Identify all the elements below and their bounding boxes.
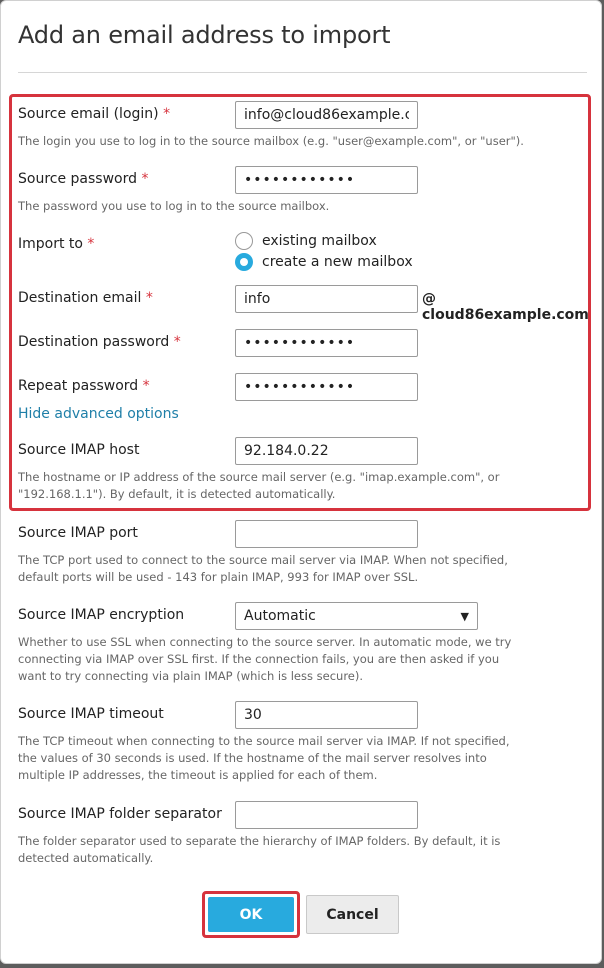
imap-port-label: Source IMAP port	[18, 525, 138, 541]
source-password-input[interactable]	[235, 166, 418, 194]
import-to-label: Import to *	[18, 236, 95, 252]
destination-password-label: Destination password *	[18, 334, 181, 350]
source-email-hint: The login you use to log in to the source mailbox (e.g. "user@example.com", or "user").	[18, 134, 524, 148]
imap-folder-separator-hint: The folder separator used to separate the hierarchy of IMAP folders. By default, it is detected automatically.	[18, 834, 501, 865]
imap-timeout-label: Source IMAP timeout	[18, 706, 164, 722]
radio-new-label: create a new mailbox	[262, 254, 413, 270]
cancel-button[interactable]: Cancel	[306, 895, 399, 934]
radio-existing-label: existing mailbox	[262, 233, 377, 249]
imap-host-label: Source IMAP host	[18, 442, 140, 458]
imap-timeout-input[interactable]	[235, 701, 418, 729]
source-password-hint: The password you use to log in to the source mailbox.	[18, 199, 330, 213]
imap-folder-separator-label: Source IMAP folder separator	[18, 806, 222, 822]
source-email-input[interactable]	[235, 101, 418, 129]
imap-encryption-select[interactable]	[235, 602, 478, 630]
radio-unchecked-icon[interactable]	[235, 232, 253, 250]
domain-suffix: @ cloud86example.com	[422, 291, 589, 323]
imap-encryption-value: Automatic	[244, 608, 316, 624]
source-email-label: Source email (login) *	[18, 106, 171, 122]
destination-email-label: Destination email *	[18, 290, 153, 306]
radio-checked-icon[interactable]	[235, 253, 253, 271]
title-divider	[18, 72, 587, 73]
imap-host-hint: The hostname or IP address of the source mail server (e.g. "imap.example.com", or "192.168.1.1"). By default, it is detected automatically.	[18, 470, 500, 501]
destination-email-input[interactable]	[235, 285, 418, 313]
hide-advanced-link[interactable]: Hide advanced options	[18, 406, 179, 422]
imap-timeout-hint: The TCP timeout when connecting to the source mail server via IMAP. If not specified, the values of 30 seconds is used. If the hostname of the mail server resolves into multiple IP addresses, the timeout is applied for each of them.	[18, 734, 510, 782]
imap-folder-separator-input[interactable]	[235, 801, 418, 829]
imap-encryption-hint: Whether to use SSL when connecting to the source server. In automatic mode, we try connecting via IMAP over SSL first. If the connection fails, you are then asked if you want to try connecting via plain IMAP (which is less secure).	[18, 635, 512, 683]
ok-button[interactable]: OK	[208, 897, 294, 932]
repeat-password-input[interactable]	[235, 373, 418, 401]
imap-port-hint: The TCP port used to connect to the source mail server via IMAP. When not specified, default ports will be used - 143 for plain IMAP, 993 for IMAP over SSL.	[18, 553, 508, 584]
dialog-title: Add an email address to import	[18, 21, 391, 49]
radio-existing-mailbox[interactable]	[235, 232, 377, 250]
repeat-password-label: Repeat password *	[18, 378, 150, 394]
destination-password-input[interactable]	[235, 329, 418, 357]
imap-host-input[interactable]	[235, 437, 418, 465]
imap-port-input[interactable]	[235, 520, 418, 548]
radio-new-mailbox[interactable]	[235, 253, 413, 271]
source-password-label: Source password *	[18, 171, 149, 187]
imap-encryption-label: Source IMAP encryption	[18, 607, 185, 623]
chevron-down-icon: ▼	[460, 609, 469, 623]
